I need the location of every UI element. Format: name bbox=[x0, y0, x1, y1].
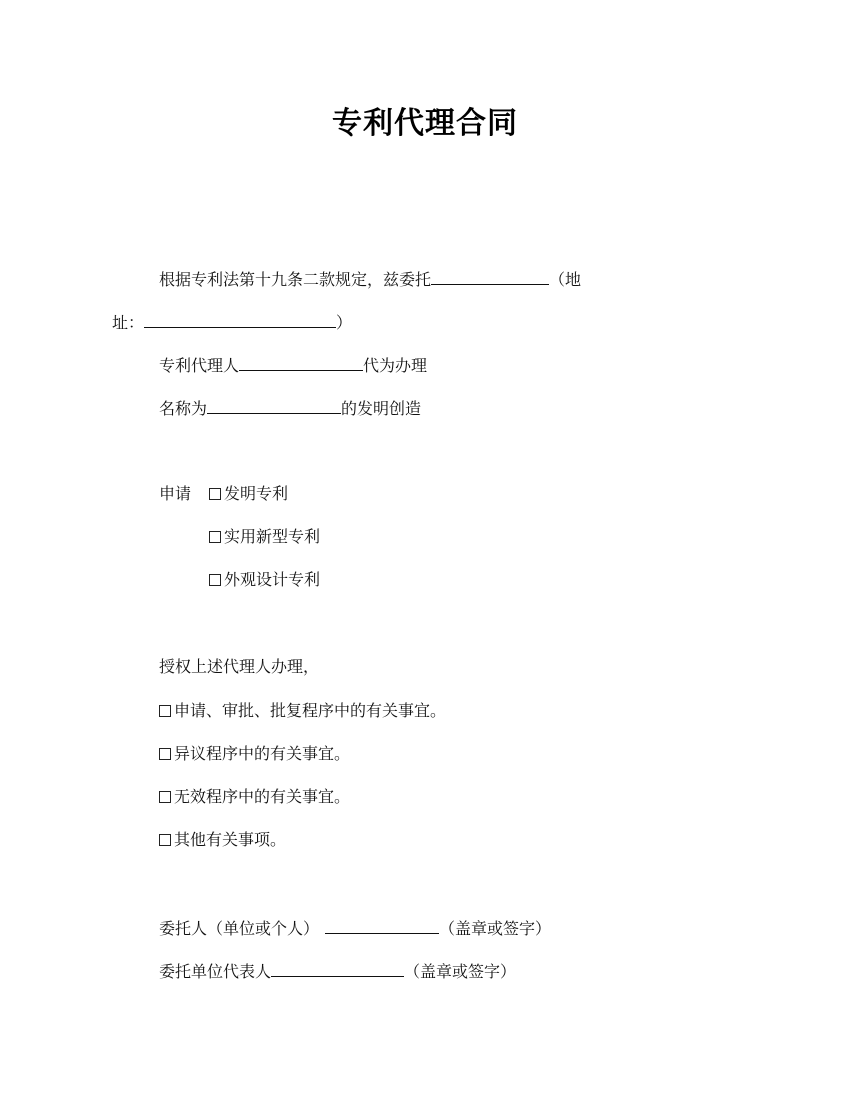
principal-signature-blank[interactable] bbox=[325, 917, 439, 934]
item-label: 申请、审批、批复程序中的有关事宜。 bbox=[174, 701, 447, 720]
checkbox[interactable] bbox=[209, 574, 221, 586]
agent-suffix: 代为办理 bbox=[363, 356, 428, 375]
authorize-item-invalidation[interactable] bbox=[159, 787, 350, 807]
address-open-text: （地 bbox=[549, 270, 582, 289]
representative-label: 委托单位代表人 bbox=[159, 962, 272, 981]
intro-line-1 bbox=[159, 268, 581, 290]
authorize-item-other[interactable] bbox=[159, 830, 286, 850]
invention-label: 名称为 bbox=[159, 399, 208, 418]
agent-label: 专利代理人 bbox=[159, 356, 240, 375]
principal-seal-note: （盖章或签字） bbox=[439, 919, 552, 938]
address-close-text: ） bbox=[336, 313, 353, 332]
document-title: 专利代理合同 bbox=[332, 106, 518, 141]
authorize-item-application[interactable] bbox=[159, 701, 446, 721]
principal-name-blank[interactable] bbox=[431, 268, 549, 285]
apply-label: 申请 bbox=[159, 484, 192, 503]
principal-signature-line bbox=[159, 917, 551, 939]
address-blank[interactable] bbox=[144, 311, 336, 328]
invention-suffix: 的发明创造 bbox=[341, 399, 422, 418]
option-label: 发明专利 bbox=[224, 484, 289, 503]
option-label: 外观设计专利 bbox=[224, 570, 321, 589]
representative-seal-note: （盖章或签字） bbox=[404, 962, 517, 981]
representative-signature-blank[interactable] bbox=[271, 960, 404, 977]
apply-option-invention[interactable] bbox=[209, 484, 288, 504]
checkbox[interactable] bbox=[209, 488, 221, 500]
representative-signature-line bbox=[159, 960, 516, 982]
intro-line-2 bbox=[112, 311, 352, 333]
authorize-item-opposition[interactable] bbox=[159, 744, 350, 764]
invention-line bbox=[159, 397, 421, 419]
address-label: 址： bbox=[112, 313, 145, 332]
authorize-heading: 授权上述代理人办理， bbox=[159, 657, 320, 676]
principal-label: 委托人（单位或个人） bbox=[159, 919, 320, 938]
option-label: 实用新型专利 bbox=[224, 527, 321, 546]
item-label: 异议程序中的有关事宜。 bbox=[174, 744, 351, 763]
checkbox[interactable] bbox=[159, 705, 171, 717]
invention-name-blank[interactable] bbox=[207, 397, 341, 414]
agent-name-blank[interactable] bbox=[239, 354, 363, 371]
checkbox[interactable] bbox=[159, 834, 171, 846]
checkbox[interactable] bbox=[159, 748, 171, 760]
agent-line bbox=[159, 354, 427, 376]
item-label: 无效程序中的有关事宜。 bbox=[174, 787, 351, 806]
checkbox[interactable] bbox=[209, 531, 221, 543]
item-label: 其他有关事项。 bbox=[174, 830, 287, 849]
intro-text: 根据专利法第十九条二款规定，兹委托 bbox=[159, 270, 432, 289]
checkbox[interactable] bbox=[159, 791, 171, 803]
apply-option-design[interactable] bbox=[209, 570, 320, 590]
apply-option-utility-model[interactable] bbox=[209, 527, 320, 547]
